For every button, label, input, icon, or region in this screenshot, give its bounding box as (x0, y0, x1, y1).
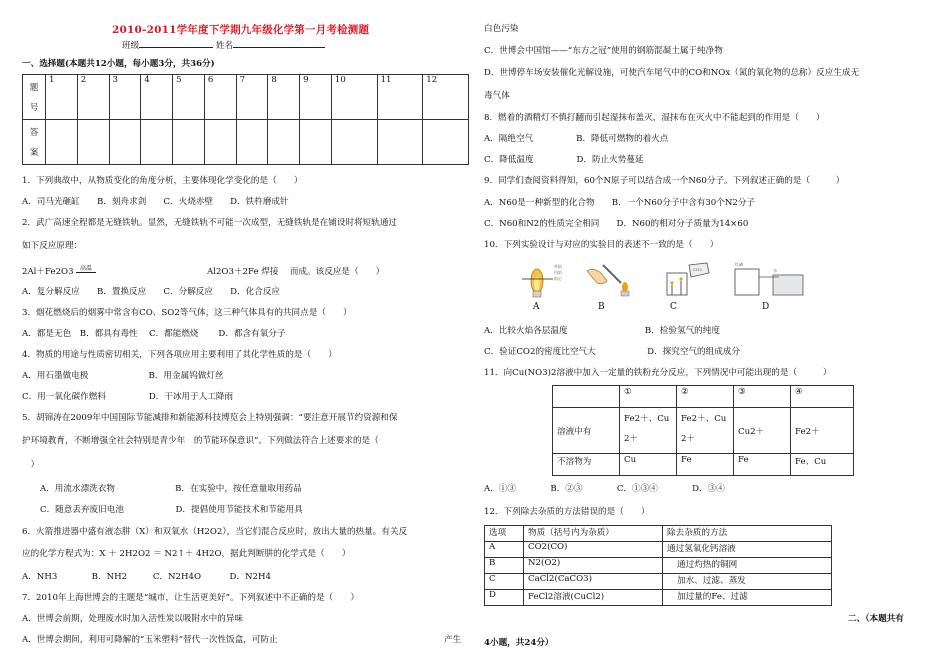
answer-cell[interactable] (423, 120, 469, 165)
answer-cell[interactable] (46, 120, 78, 165)
q11-header-cell: ① (620, 386, 677, 408)
q12-cell: A (485, 542, 524, 558)
q7-option-b-tail: 产生 (444, 635, 462, 645)
answer-table-row-label: 题 号 (23, 75, 46, 120)
q7-option-c: C．世博会中国馆——“东方之冠”使用的钢筋混凝土属于纯净物 (484, 46, 723, 56)
q12-cell: 通过氢氧化钙溶液 (663, 542, 832, 558)
q11-cell: Cu2＋ (734, 408, 791, 454)
q12-cell: FeCl2溶液(CuCl2) (524, 590, 663, 606)
answer-cell[interactable] (173, 120, 205, 165)
answer-number: 4 (141, 75, 173, 120)
name-blank (233, 38, 325, 48)
answer-number: 10 (331, 75, 377, 120)
q3-options: A．都是无色 B．都具有毒性 C．都能燃烧 D．都含有氧分子 (22, 329, 286, 339)
q12-stem: 12．下列除去杂质的方法错误的是（ ） (484, 507, 650, 517)
answer-cell[interactable] (331, 120, 377, 165)
answer-number: 5 (173, 75, 205, 120)
q7-option-a: A．世博会前期，处理废水时加入活性炭以吸附水中的异味 (22, 614, 244, 624)
q7-option-d: D．世博停车场安装催化光解设施，可使汽车尾气中的CO和NOx（氮的氧化物的总称）反应生成无 (484, 68, 860, 78)
q8-options-cd: C．降低温度 D．防止火势蔓延 (484, 155, 644, 165)
q2-equation-left: 2Al＋Fe2O3 (22, 267, 74, 277)
class-label: 班级 (122, 41, 140, 51)
q12-cell: 加过量的Fe、过滤 (663, 590, 832, 606)
figure-a-flame (522, 263, 563, 297)
q11-header-cell: ② (677, 386, 734, 408)
q7-option-b: A．世博会期间，利用可降解的“玉米塑料”替代一次性饭盒，可防止 (22, 635, 278, 645)
answer-number: 6 (204, 75, 236, 120)
q2-options: A．复分解反应 B．置换反应 C．分解反应 D．化合反应 (22, 287, 281, 297)
q10-options-ab: A．比较火焰各层温度 B．检验氢气的纯度 (484, 326, 720, 336)
q5-stem-cont2: ） (22, 460, 40, 470)
q10-label-a: A (533, 302, 540, 312)
q8-options-ab: A．隔绝空气 B．降低可燃物的着火点 (484, 134, 669, 144)
q5-options-ab: A．用流水漂洗衣物 B．在实验中，按任意量取用药品 (40, 484, 302, 494)
answer-cell[interactable] (268, 120, 300, 165)
q11-cell: Fe2＋、Cu2＋ (677, 408, 734, 454)
section2-heading-cont: 4小题，共24分） (484, 638, 554, 648)
q4-stem: 4．物质的用途与性质密切相关，下列各项应用主要利用了其化学性质的是（ ） (22, 350, 337, 360)
figure-d-apparatus (735, 261, 803, 295)
q12-cell: N2(O2) (524, 558, 663, 574)
q10-options-cd: C．验证CO2的密度比空气大 D．探究空气的组成成分 (484, 347, 740, 357)
answer-cell[interactable] (109, 120, 141, 165)
q5-options-cd: C．随意丢弃废旧电池 D．提倡使用节能技术和节能用具 (40, 505, 303, 515)
svg-text:水: 水 (773, 268, 777, 273)
q12-cell: 通过灼热的铜网 (663, 558, 832, 574)
q4-options-cd: C．用一氧化碳作燃料 D．干冰用于人工降雨 (22, 392, 234, 402)
answer-table-row-label: 答 案 (23, 120, 46, 165)
q11-table (552, 385, 854, 476)
q11-options: A．①③ B．②③ C．①③④ D．③④ (484, 484, 725, 494)
svg-text:外焰: 外焰 (554, 264, 562, 269)
answer-number: 7 (236, 75, 268, 120)
q11-header-cell: ④ (791, 386, 854, 408)
answer-number: 8 (268, 75, 300, 120)
answer-number: 3 (109, 75, 141, 120)
q1-stem: 1．下列典故中，从物质变化的角度分析，主要体现化学变化的是（ ） (22, 176, 303, 186)
q11-row-label: 溶液中有 (553, 408, 620, 454)
q10-label-d: D (762, 302, 770, 312)
q2-stem: 2．武广高速全程都是无缝铁轨。显然，无缝铁轨不可能一次成型，无缝铁轨是在铺设时将短轨通过 (22, 218, 398, 228)
q12-cell: 加水、过滤、蒸发 (663, 574, 832, 590)
name-label: 姓名 (215, 41, 234, 51)
answer-number: 2 (77, 75, 109, 120)
q9-options-cd: C．N60和N2的性质完全相同 D．N60的相对分子质量为14×60 (484, 219, 749, 229)
svg-text:红磷: 红磷 (735, 262, 743, 267)
answer-cell[interactable] (236, 120, 268, 165)
q2-equation-right: Al2O3＋2Fe 焊接 而成。该反应是（ ） (207, 267, 385, 277)
q9-stem: 9．同学们查阅资料得知，60个N原子可以结合成一个N60分子。下列叙述正确的是（ ） (484, 176, 845, 186)
q12-cell: CaCl2(CaCO3) (524, 574, 663, 590)
q12-header-cell: 除去杂质的方法 (663, 526, 832, 542)
answer-number: 1 (46, 75, 78, 120)
section2-heading: 二、（本题共有 (848, 614, 904, 624)
q12-header-cell: 选项 (485, 526, 524, 542)
figure-b-tube (587, 265, 629, 296)
class-blank (139, 38, 213, 48)
q2-equation-condition: 高温 (76, 263, 96, 273)
answer-cell[interactable] (77, 120, 109, 165)
q11-stem: 11．向Cu(NO3)2溶液中加入一定量的铁粉充分反应，下列情况中可能出现的是（ ） (484, 368, 832, 378)
answer-cell[interactable] (377, 120, 423, 165)
q12-cell: D (485, 590, 524, 606)
answer-table (22, 74, 469, 165)
q10-figures (517, 259, 817, 299)
figure-c-beaker (667, 263, 709, 295)
page-title: 2010-2011学年度下学期九年级化学第一月考检测题 (112, 24, 370, 36)
answer-cell[interactable] (300, 120, 332, 165)
answer-cell[interactable] (204, 120, 236, 165)
q10-label-c: C (670, 302, 677, 312)
q11-cell: Fe (677, 454, 734, 476)
q11-cell: Fe2＋ (791, 408, 854, 454)
q6-stem: 6．火箭推进器中盛有液态肼（X）和双氧水（H2O2），当它们混合反应时，放出大量的热量。有关反 (22, 527, 408, 537)
q4-options-ab: A．用石墨做电极 B．用金属钨做灯丝 (22, 371, 224, 381)
answer-number: 9 (300, 75, 332, 120)
q12-table (484, 525, 832, 606)
q12-cell: B (485, 558, 524, 574)
class-field (122, 38, 325, 51)
q12-header-cell: 物质（括号内为杂质） (524, 526, 663, 542)
q6-equation: 应的化学方程式为：X ＋ 2H2O2 ＝ N2↑＋ 4H2O，据此判断肼的化学式是（ ） (22, 549, 351, 559)
q5-stem-cont: 护环境教育，不断增强全社会特别是青少年 的节能环保意识”。下列做法符合上述要求的是（ (22, 436, 379, 446)
q7-option-b-cont: 白色污染 (484, 24, 519, 34)
answer-number: 11 (377, 75, 423, 120)
q11-header-cell (553, 386, 620, 408)
q12-cell: C (485, 574, 524, 590)
q7-option-d-cont: 毒气体 (484, 91, 510, 101)
q1-options: A．司马光砸缸 B．刻舟求剑 C．火烧赤壁 D．铁杵磨成针 (22, 197, 289, 207)
q2-stem-cont: 如下反应原理： (22, 241, 83, 251)
q11-row-label: 不溶物为 (553, 454, 620, 476)
answer-cell[interactable] (141, 120, 173, 165)
q11-header-cell: ③ (734, 386, 791, 408)
q6-options: A．NH3 B．NH2 C．N2H4O D．N2H4 (22, 572, 271, 582)
q11-cell: Fe (734, 454, 791, 476)
q7-stem: 7．2010年上海世博会的主题是“城市，让生活更美好”。下列叙述中不正确的是（ ） (22, 593, 359, 603)
svg-text:焰心: 焰心 (554, 276, 562, 281)
q10-label-b: B (598, 302, 605, 312)
q8-stem: 8．燃着的酒精灯不慎打翻而引起湿抹布盖灭，湿抹布在灭火中不能起到的作用是（ ） (484, 113, 825, 123)
q11-cell: Fe、Cu (791, 454, 854, 476)
section1-heading: 一、选择题(本题共12小题，每小题3分，共36分) (22, 59, 215, 69)
q11-cell: Cu (620, 454, 677, 476)
answer-number: 12 (423, 75, 469, 120)
svg-text:CO2: CO2 (693, 267, 702, 272)
q10-stem: 10．下列实验设计与对应的实验目的表述不一致的是（ ） (484, 240, 719, 250)
q12-cell: CO2(CO) (524, 542, 663, 558)
q5-stem: 5．胡锦涛在2009年中国国际节能减排和新能源科技博览会上特别强调：“要注意开展节约资源和保 (22, 413, 398, 423)
svg-text:内焰: 内焰 (554, 270, 562, 275)
q9-options-ab: A．N60是一种新型的化合物 B．一个N60分子中含有30个N2分子 (484, 198, 756, 208)
q3-stem: 3．烟花燃烧后的烟雾中常含有CO、SO2等气体，这三种气体具有的共同点是（ ） (22, 308, 352, 318)
q11-cell: Fe2＋、Cu2＋ (620, 408, 677, 454)
